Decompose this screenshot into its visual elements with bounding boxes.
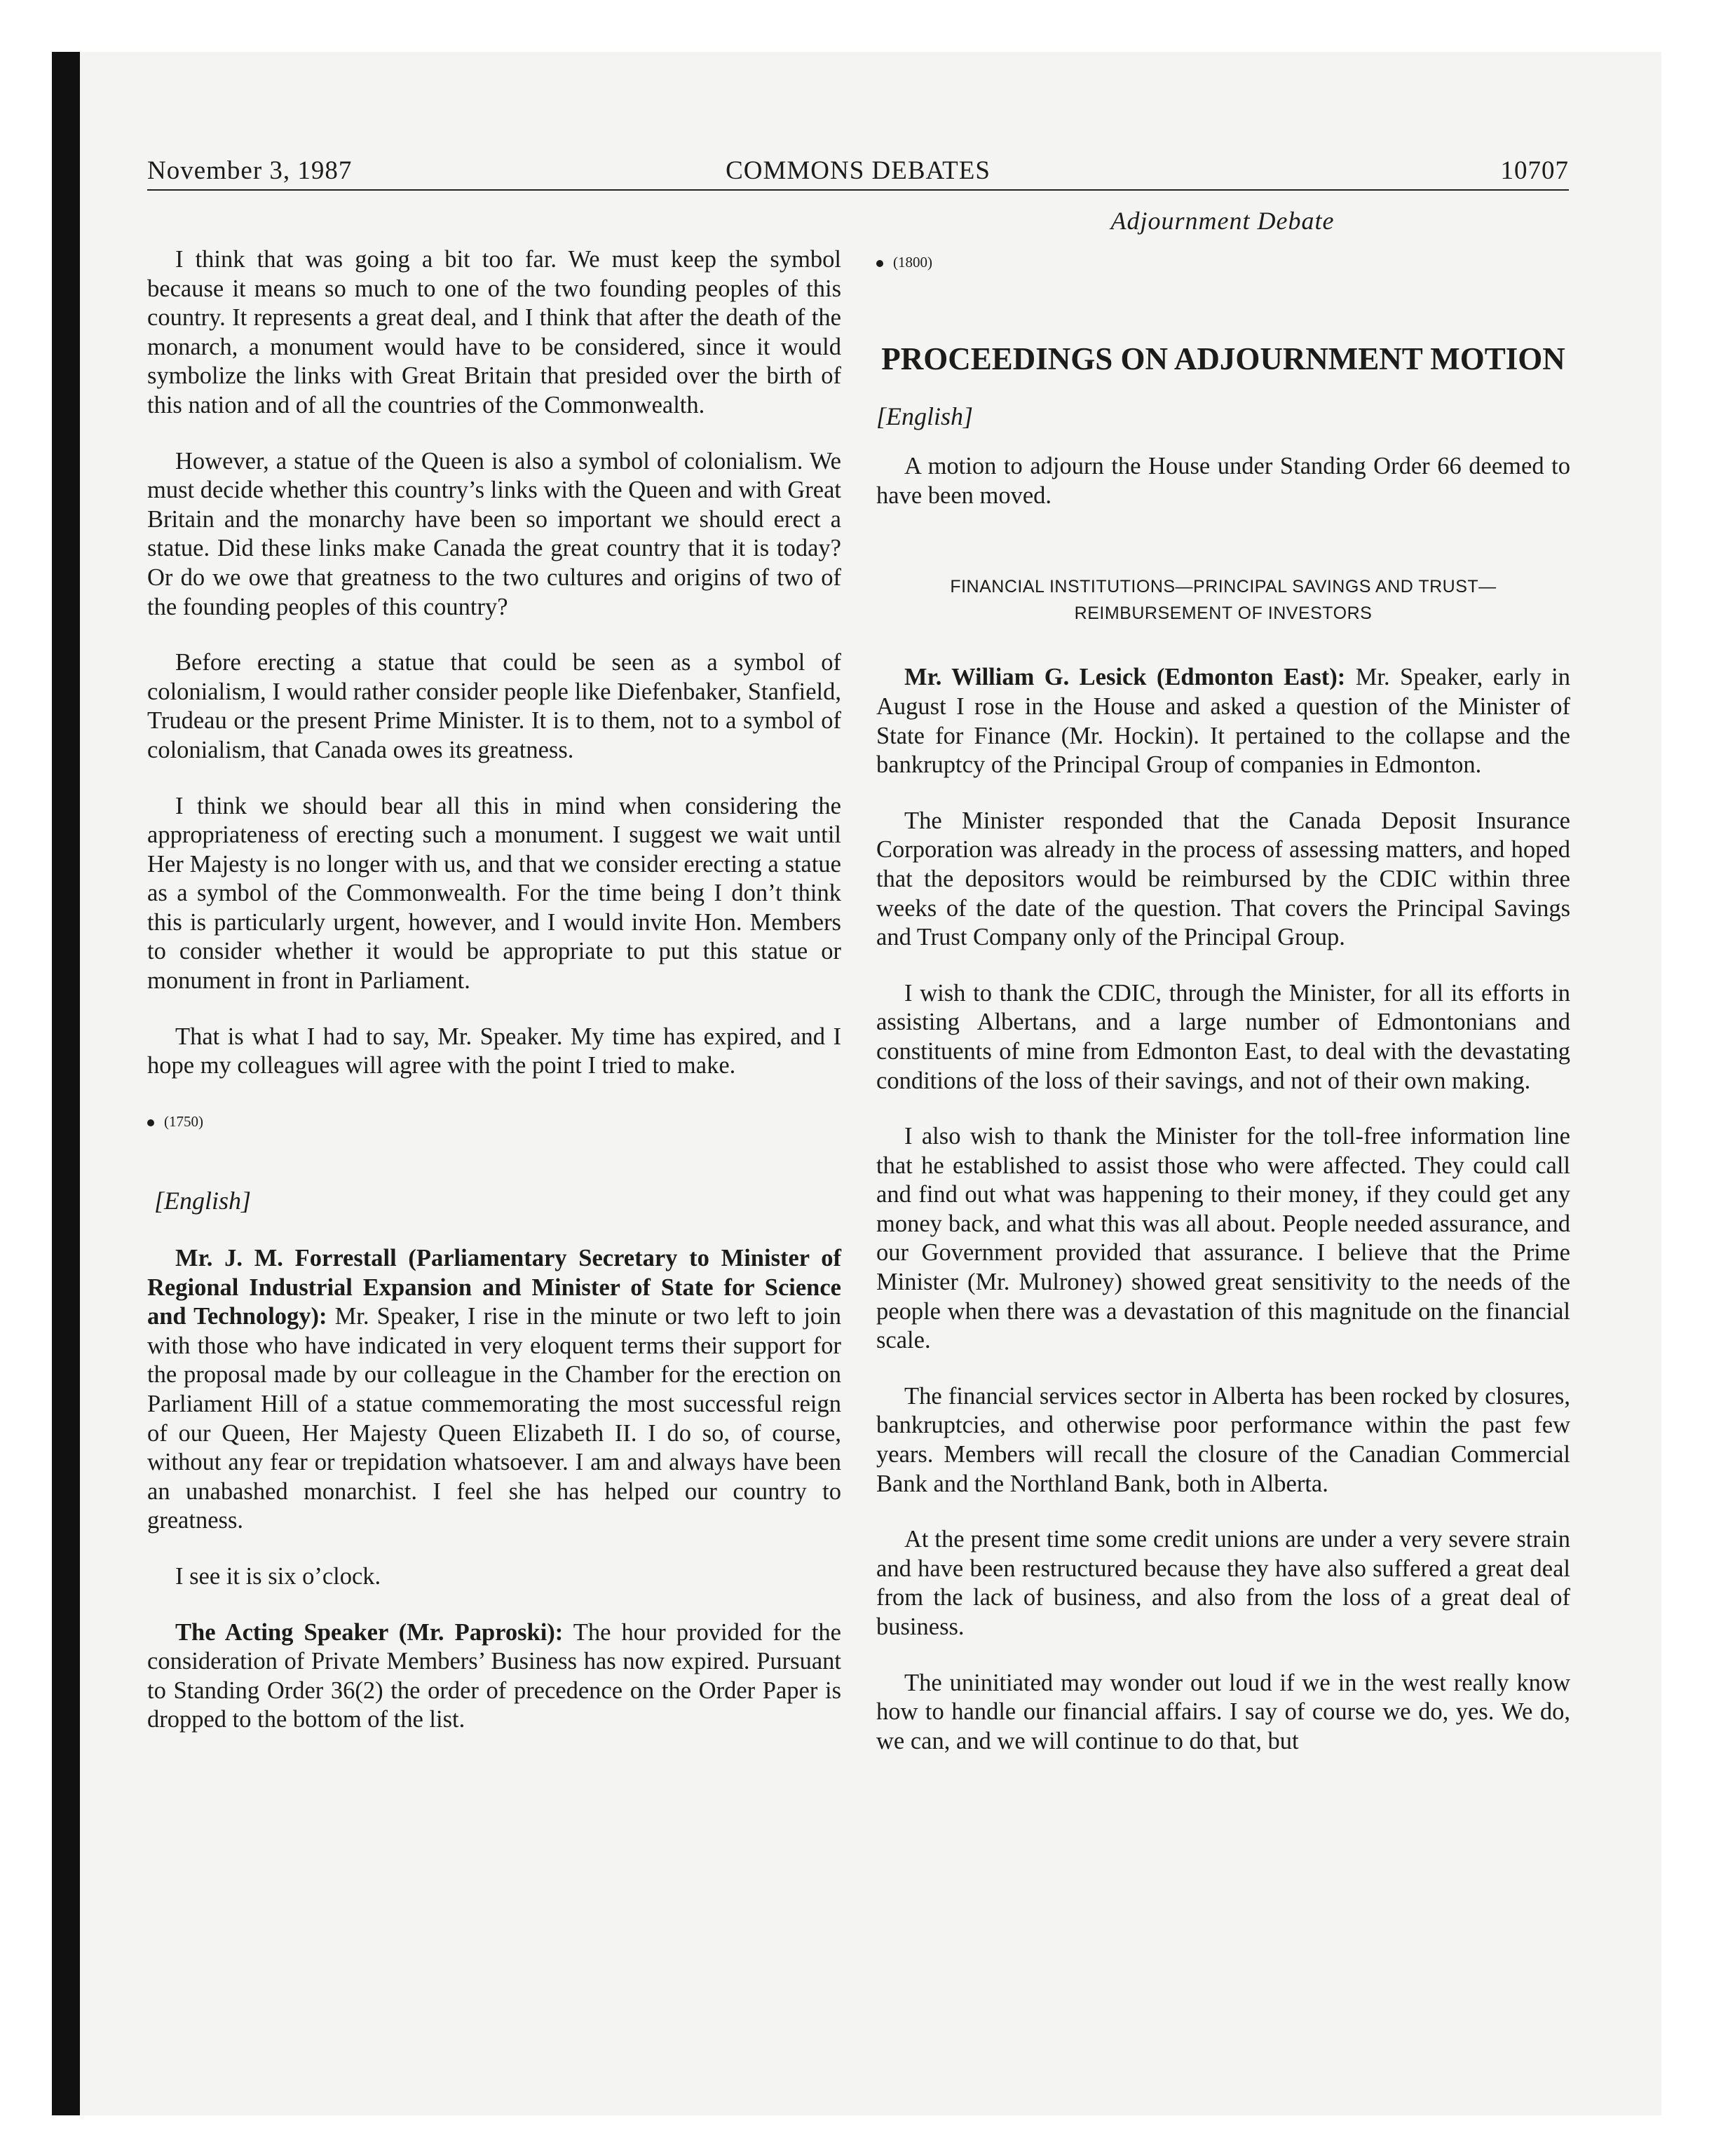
paragraph: I think we should bear all this in mind when considering the appropriateness of erecting such a monument. I suggest we wait until Her Majesty is no longer with us, and that we consider erecting a statue as a symbol of the Commonwealth. For the time being I don’t think this is particularly urgent, however, and I would invite Hon. Members to consider whether it would be appropriate to put this statue or monument in front in Parliament. [147, 792, 841, 995]
scan-edge-bar [52, 52, 80, 2115]
section-heading: PROCEEDINGS ON ADJOURNMENT MOTION [881, 341, 1565, 376]
page-header [147, 156, 1569, 191]
speaker-name: Mr. William G. Lesick (Edmonton East): [904, 664, 1346, 691]
header-publication: COMMONS DEBATES [726, 156, 991, 185]
language-tag: [English] [876, 402, 974, 430]
speech-text: Mr. Speaker, early in August I rose in the House and asked a question of the Minister of State for Finance (Mr. Hockin). It pertained to the collapse and the bankruptcy of the Principal Group of companies in Edmonton. [876, 664, 1571, 779]
speech-paragraph [147, 1618, 841, 1735]
paragraph: At the present time some credit unions are under a very severe strain and have been restructured because they have also suffered a great deal from the lack of business, and also from the loss of a great deal of business. [876, 1526, 1570, 1640]
speech-text: The hour provided for the consideration of Private Members’ Business has now expired. Pursuant to Standing Order 36(2) the order of precedence on the Order Paper is dropped to the bottom of the list. [147, 1618, 841, 1733]
paragraph: I also wish to thank the Minister for the toll-free information line that he established to assist those who were affected. They could call and find out what was happening to their money, if they could get any money back, and what this was all about. People needed assurance, and our Government provided that assurance. I believe that the Prime Minister (Mr. Mulroney) showed great sensitivity to the needs of the people when there was a devastation of this magnitude on the financial scale. [876, 1123, 1570, 1354]
paragraph: I wish to thank the CDIC, through the Minister, for all its efforts in assisting Albertans, and a large number of Edmontonians and constituents of mine from Edmonton East, to deal with the devastating conditions of the loss of their savings, and not of their own making. [876, 979, 1570, 1094]
header-page-number: 10707 [1500, 156, 1569, 185]
time-marker-label: (1750) [164, 1112, 203, 1130]
speaker-name: The Acting Speaker (Mr. Paproski): [175, 1618, 564, 1646]
time-marker-label: (1800) [893, 254, 932, 271]
left-column [147, 245, 841, 1761]
paragraph: A motion to adjourn the House under Standing Order 66 deemed to have been moved. [876, 453, 1570, 509]
paragraph: The financial services sector in Alberta has been rocked by closures, bankruptcies, and otherwise poor performance within the past few years. Members will recall the closure of the Canadian Commercial Bank and the Northland Bank, both in Alberta. [876, 1382, 1570, 1497]
speaker-name: Mr. J. M. Forrestall (Parliamentary Secretary to Minister of Regional Industrial Expansion and Minister of State for Science and Technology): [147, 1245, 841, 1330]
paragraph: The Minister responded that the Canada Deposit Insurance Corporation was already in the process of assessing matters, and hoped that the depositors would be reimbursed by the CDIC within three weeks of the date of the question. That covers the Principal Savings and Trust Company only of the Principal Group. [876, 807, 1570, 951]
paragraph: That is what I had to say, Mr. Speaker. My time has expired, and I hope my colleagues will agree with the point I tried to make. [147, 1023, 841, 1079]
paragraph: I see it is six o’clock. [175, 1562, 381, 1590]
section-label: Adjournment Debate [1110, 207, 1335, 235]
paragraph: Before erecting a statue that could be seen as a symbol of colonialism, I would rather consider people like Diefenbaker, Stanfield, Trudeau or the present Prime Minister. It is to them, not to a symbol of colonialism, that Canada owes its greatness. [147, 649, 841, 763]
right-column [876, 245, 1570, 1782]
time-marker [876, 248, 1570, 278]
time-marker [147, 1107, 841, 1137]
bullet-icon [147, 1119, 154, 1126]
bullet-icon [876, 260, 883, 267]
speech-paragraph [876, 663, 1570, 779]
paragraph: The uninitiated may wonder out loud if we in the west really know how to handle our financial affairs. I say of course we do, yes. We do, we can, and we will continue to do that, but [876, 1669, 1570, 1754]
header-date: November 3, 1987 [147, 156, 353, 185]
paragraph: I think that was going a bit too far. We must keep the symbol because it means so much to one of the two founding peoples of this country. It represents a great deal, and I think that after the death of the monarch, a monument would have to be considered, since it would symbolize the links with Great Britain that presided over the birth of this nation and of all the countries of the Commonwealth. [147, 246, 841, 418]
subsection-heading: FINANCIAL INSTITUTIONS—PRINCIPAL SAVINGS AND TRUST—REIMBURSEMENT OF INVESTORS [950, 577, 1497, 624]
language-tag: [English] [154, 1187, 252, 1215]
speech-text: Mr. Speaker, I rise in the minute or two left to join with those who have indicated in very eloquent terms their support for the proposal made by our colleague in the Chamber for the erection on Parliament Hill of a statue commemorating the most successful reign of our Queen, Her Majesty Queen Elizabeth II. I do so, of course, without any fear or trepidation whatsoever. I am and always have been an unabashed monarchist. I feel she has helped our country to greatness. [147, 1303, 841, 1534]
speech-paragraph [147, 1244, 841, 1536]
paragraph: However, a statue of the Queen is also a symbol of colonialism. We must decide whether this country’s links with the Queen and with Great Britain and the monarchy have been so important we should erect a statue. Did these links make Canada the great country that it is today? Or do we owe that greatness to the two cultures and origins of two of the founding peoples of this country? [147, 447, 841, 620]
